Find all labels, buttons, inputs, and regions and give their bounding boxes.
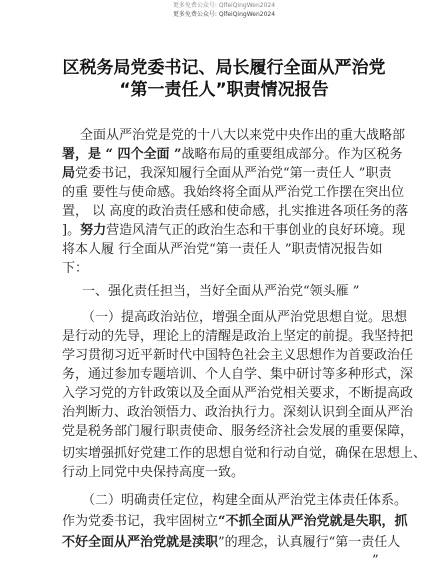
paragraph-line: 下： [62,261,89,276]
document-title-line: 区税务局党委书记、局长履行全面从严治党 [62,58,386,78]
paragraph-line: 全面从严治党是党的十八大以来党中央作出的重大战略部 [80,128,406,143]
paragraph-text: 战略布局的重要组成部分。作为区税务 [181,147,403,162]
document-title-line: “第一责任人”职责情况报告 [119,80,329,100]
emphasis-text: 不好全面从严治党就是渎职 [62,535,219,550]
paragraph-line [62,514,408,530]
emphasis-text: 局 [62,166,76,181]
paragraph-text: 营造风清气正的政治生态和干事创业的良好环境。现 [106,223,406,238]
paragraph-line: 入学习党的方针政策以及全面从严治党相关要求，不断提高政 [62,386,414,401]
emphasis-text: 署，是 “ 四个全面 ” [62,147,182,162]
paragraph-line: 的重 要性与使命感。我始终将全面从严治党工作摆在突出位 [62,185,405,200]
paragraph-line: 学习贯彻习近平新时代中国特色社会主义思想作为首要政治任 [62,348,414,363]
paragraph-line: 置， 以 高度的政治责任感和使命感，扎实推进各项任务的落 [62,204,409,219]
paragraph-line: 务，通过参加专题培训、个人自学、集中研讨等多种形式，深 [62,367,414,382]
paragraph-line: （一）提高政治站位，增强全面从严治党思想自觉。思想 [82,310,408,325]
paragraph-text: 作为党委书记，我牢固树立 [62,514,219,529]
paragraph-line: 治判断力、政治领悟力、政治执行力。深刻认识到全面从严治 [62,405,414,420]
paragraph-line [62,147,403,163]
paragraph-text: ”的理念，认真履行“第一责任人 [218,535,401,550]
paragraph-text: ]。 [62,223,81,238]
paragraph-line: ” [372,553,379,568]
paragraph-line: 将本人履 行全面从严治党“第一责任人 ”职责情况报告如 [62,242,383,257]
paragraph-line [62,535,400,551]
emphasis-text: 努力 [80,223,107,238]
paragraph-line [62,223,405,239]
watermark-header-line: 更多免费公众号: QlfeiQingWen2024 [172,2,276,9]
paragraph-line: （二）明确责任定位，构建全面从严治党主体责任体系。 [82,493,408,508]
paragraph-line: 切实增强抓好党建工作的思想自觉和行动自觉，确保在思想上、 [62,446,427,461]
paragraph-line: 是行动的先导，理论上的清醒是政治上坚定的前提。我坚持把 [62,329,414,344]
emphasis-text: “不抓全面从严治党就是失职，抓 [218,514,408,529]
watermark-header-line: 更多免费公众号: QlfeiQingWen2024 [172,11,276,18]
paragraph-line [62,166,391,182]
paragraph-line: 行动上同党中央保持高度一致。 [62,465,245,480]
section-heading: 一、强化责任担当，当好全面从严治党“领头雁 ” [82,284,360,299]
paragraph-line: 党是税务部门履行职责使命、服务经济社会发展的重要保障， [62,424,414,439]
paragraph-text: 党委书记，我深知履行全面从严治党“第一责任人 ”职责 [75,166,392,181]
